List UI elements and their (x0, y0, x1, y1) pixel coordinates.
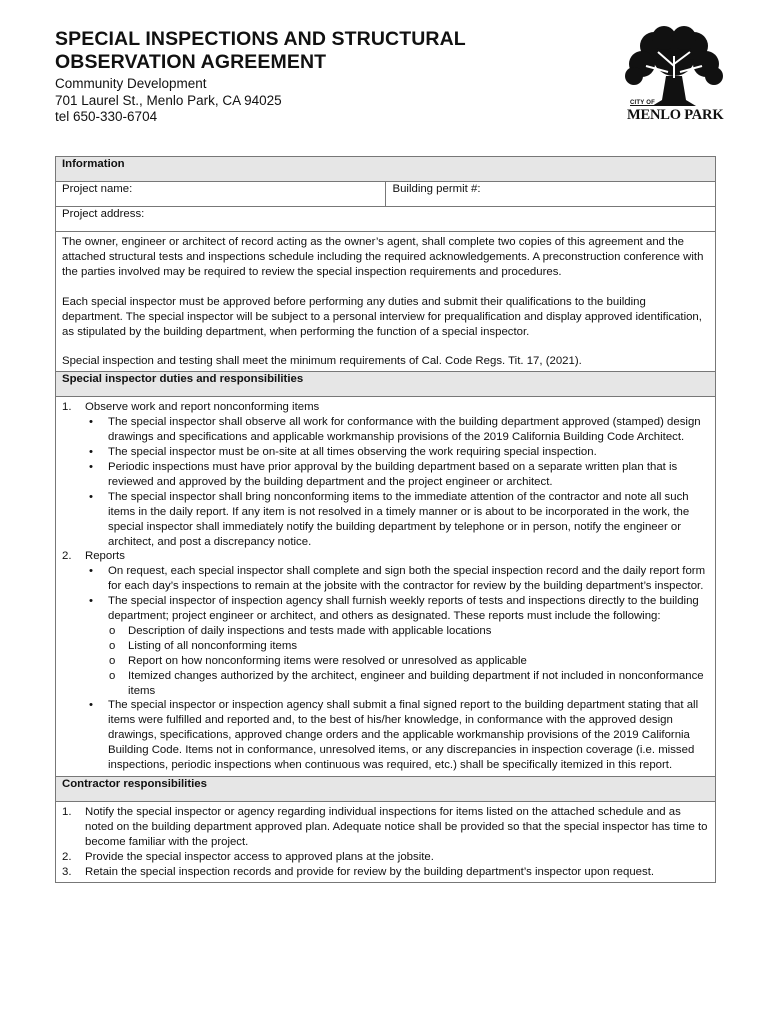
circle-bullet-icon: o (109, 654, 116, 667)
duties-header: Special inspector duties and responsibilities (56, 372, 716, 397)
item-number: 1. (62, 806, 72, 818)
logo-city-of: CITY OF (630, 100, 655, 106)
information-body (56, 232, 716, 372)
circle-bullet-icon: o (109, 669, 116, 682)
duty-bullet: • The special inspector or inspection agency shall submit a final signed report to the building department stating that all items were fulfilled and reported and, to the best of his/her knowledge, in conformance with the approved design drawings, specifications, approved change orders and the applicable workmanship provisions of the 2019 California Building Code. Items not in conformance, unresolved items, or any discrepancies in inspection coverage (i.e. missed inspections, periodic inspections when continuous was required, etc.) shall be specifically itemized in this report. (89, 699, 699, 772)
bullet-icon: • (89, 460, 93, 473)
info-paragraph: The owner, engineer or architect of record acting as the owner’s agent, shall complete two copies of this agreement and the attached structural tests and inspections schedule including the required acknowledgements. A preconstruction conference with the parties involved may be required to review the special inspection requirements and procedures. (62, 236, 704, 278)
duty-item (62, 400, 709, 549)
contractor-body (56, 802, 716, 883)
logo-menlo-park: MENLO PARK (627, 107, 724, 123)
circle-bullet-icon: o (109, 639, 116, 652)
duty-bullet: • On request, each special inspector shall complete and sign both the special inspection record and the daily report form for each day’s inspections to remain at the jobsite with the contractor for review by the building department’s inspector. (89, 565, 706, 593)
title-line-1: SPECIAL INSPECTIONS AND STRUCTURAL (55, 28, 466, 50)
phone-number: tel 650-330-6704 (55, 109, 158, 124)
bullet-icon: • (89, 699, 93, 712)
item-number: 2. (62, 850, 72, 863)
duty-bullet: • The special inspector shall observe all work for conformance with the building department approved (stamped) design drawings and specifications and applicable workmanship provisions of the 2019 California Building Code Architect. (89, 416, 701, 444)
report-subitem: o Description of daily inspections and tests made with applicable locations (109, 624, 492, 637)
project-address-field[interactable]: Project address: (56, 207, 716, 232)
item-number: 1. (62, 401, 72, 414)
duty-heading: Reports (85, 550, 125, 563)
department-name: Community Development (55, 76, 207, 91)
information-header: Information (56, 157, 716, 182)
item-number: 2. (62, 550, 72, 563)
duty-heading: Observe work and report nonconforming items (85, 401, 320, 414)
report-subitem: o Report on how nonconforming items were resolved or unresolved as applicable (109, 654, 527, 667)
contractor-item: 3. Retain the special inspection records and provide for review by the building department’s inspector upon request. (62, 865, 655, 878)
report-subitem: o Itemized changes authorized by the architect, engineer and building department if not included in nonconformance items (109, 669, 704, 697)
duty-bullet: • Periodic inspections must have prior approval by the building department based on a separate written plan that is reviewed and approved by the building department and the project engineer or architect. (89, 460, 678, 488)
contractor-item: 1. Notify the special inspector or agency regarding individual inspections for items listed on the attached schedule and as noted on the building department approved plan. Adequate notice shall be provided so that the special inspector has time to become familiar with the project. (62, 806, 708, 848)
duty-bullet: • The special inspector of inspection agency shall furnish weekly reports of tests and inspections directly to the building department; project engineer or architect, and others as designated. These reports must include the following: o Description of daily inspections and tests made with applicable locations o Listing of all nonconforming items o Report on how nonconforming items were resolved or unresolved as applicable o Itemized changes authorized by the architect, engineer and building department if not included in nonconformance items (85, 594, 709, 698)
bullet-icon: • (89, 490, 93, 503)
title-line-2: OBSERVATION AGREEMENT (55, 51, 327, 73)
page-title (55, 28, 525, 74)
duty-bullet: • The special inspector shall bring nonconforming items to the immediate attention of the contractor and note all such items in the daily report. If any item is not resolved in a timely manner or is about to be incorporated in the work, the special inspector shall immediately notify the building department by telephone or in person, notify the engineer or architect, and post a discrepancy notice. (89, 490, 690, 548)
street-address: 701 Laurel St., Menlo Park, CA 94025 (55, 92, 282, 108)
contractor-item: 2. Provide the special inspector access to approved plans at the jobsite. (62, 850, 434, 863)
info-paragraph: Special inspection and testing shall meet the minimum requirements of Cal. Code Regs. Tit. 17, (2021). (62, 355, 582, 368)
duty-item (62, 549, 709, 774)
report-subitem: o Listing of all nonconforming items (109, 639, 298, 652)
agreement-form (55, 156, 716, 883)
circle-bullet-icon: o (109, 624, 116, 637)
item-number: 3. (62, 865, 72, 878)
project-name-field[interactable]: Project name: (56, 182, 386, 207)
bullet-icon: • (89, 565, 93, 578)
bullet-icon: • (89, 416, 93, 429)
department-address (55, 76, 282, 126)
duty-bullet: • The special inspector must be on-site at all times observing the work requiring special inspection. (89, 446, 597, 459)
info-paragraph: Each special inspector must be approved before performing any duties and submit their qualifications to the building department. The special inspector will be subject to a personal interview for prequalification and display approved identification, as stipulated by the building department, when performing the function of a special inspector. (62, 295, 702, 338)
contractor-header: Contractor responsibilities (56, 777, 716, 802)
bullet-icon: • (89, 446, 93, 459)
bullet-icon: • (89, 595, 93, 608)
building-permit-field[interactable]: Building permit #: (386, 182, 716, 207)
duties-body (56, 397, 716, 777)
